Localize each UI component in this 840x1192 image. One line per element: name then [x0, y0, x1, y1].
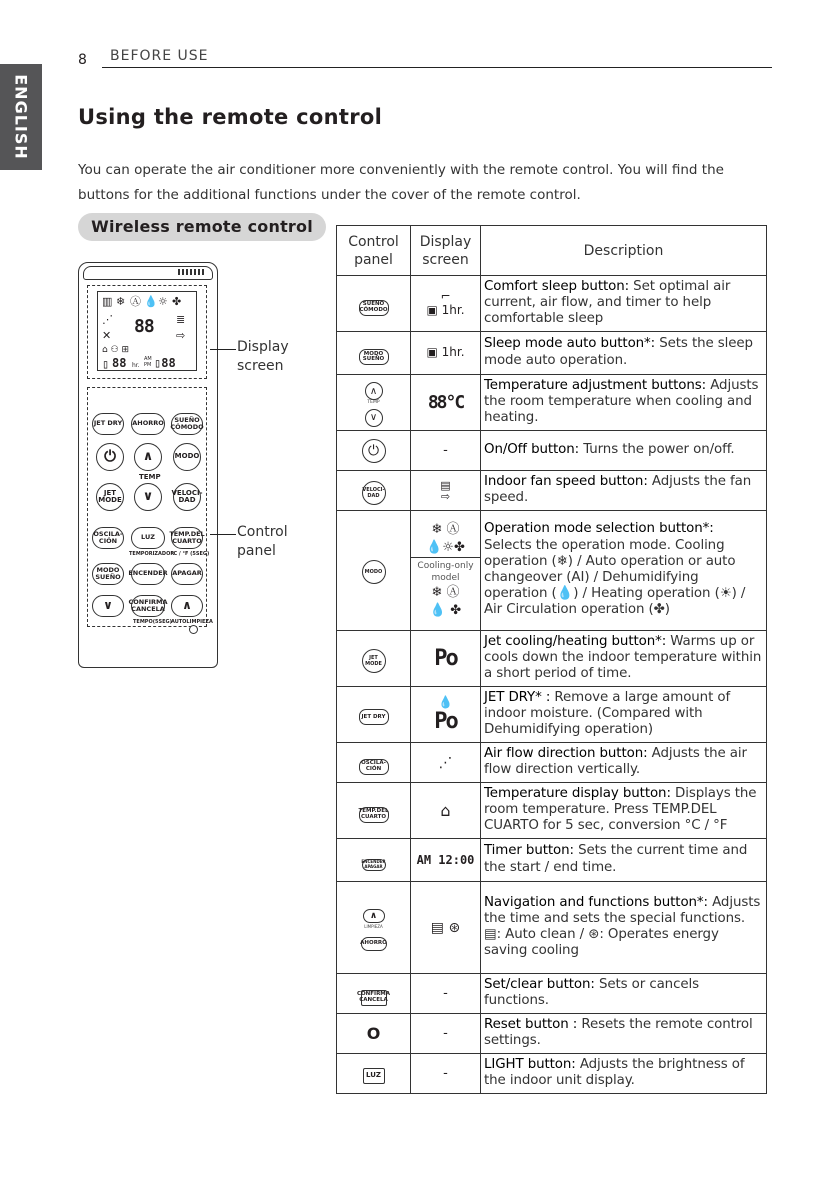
- remote-nav-up-button: ∧: [171, 595, 203, 617]
- intro-paragraph: You can operate the air conditioner more conveniently with the remote control. You will find the buttons for the additional functions under the cover of the remote control.: [78, 162, 724, 203]
- swing-display-icon: ⋰: [438, 754, 453, 771]
- cooling-only-label: Cooling-only model: [417, 561, 474, 583]
- fan-level-display: ▤ ⇨: [440, 478, 451, 503]
- remote-oscilacion-button: OSCILA-CIÓN: [92, 527, 124, 549]
- ahorro-icon: AHORRO: [361, 937, 387, 951]
- table-row: CONFIRMA CANCELA - Set/clear button: Sets or cancels functions.: [337, 974, 767, 1014]
- remote-ahorro-button: AHORRO: [131, 413, 165, 435]
- remote-cf-label: °C / °F (5SEG): [171, 551, 210, 557]
- velocidad-icon: VELOCI-DAD: [362, 481, 386, 505]
- table-row: SUEÑO CÓMODO ⌐ ▣ 1hr. Comfort sleep button: Set optimal air current, air flow, and timer to help comfortable sleep: [337, 276, 767, 332]
- table-row: ⏻ - On/Off button: Turns the power on/off.: [337, 431, 767, 471]
- remote-temp-down-button: ∨: [134, 483, 162, 511]
- encender-apagar-icon: ENCENDER APAGAR: [361, 859, 386, 869]
- jet-dry-display: 💧 Po: [434, 695, 457, 734]
- display-screen-callout: Display screen: [237, 339, 289, 374]
- remote-jet-mode-button: JET MODE: [96, 483, 124, 511]
- reset-icon: O: [366, 1024, 381, 1043]
- setclear-display: -: [443, 986, 448, 1001]
- remote-velocidad-button: VELOCI-DAD: [173, 483, 201, 511]
- table-row: MODO ❄ Ⓐ 💧☼✤ Cooling-only model ❄ Ⓐ 💧 ✤ Operation mode selection button*: Selects the operation mode. Cooling operation (❄) / Auto operation or auto changeover (AI) / Dehumidifying operation (💧) / Heating operation (☀) / Air Circulation operation (✤): [337, 511, 767, 631]
- table-row: ENCENDER APAGAR AM 12:00 Timer button: Sets the current time and the start / end time.: [337, 839, 767, 882]
- timer-display: AM 12:00: [416, 852, 475, 867]
- mode-display-cooling: ❄ Ⓐ 💧 ✤: [429, 585, 462, 618]
- temp-down-icon: ∨: [365, 409, 383, 427]
- remote-modo-sueno-button: MODO SUEÑO: [92, 563, 124, 585]
- remote-jet-dry-button: JET DRY: [92, 413, 124, 435]
- sleep-display: ▣ 1hr.: [426, 345, 465, 360]
- col-header-display: Display screen: [411, 226, 481, 276]
- remote-modo-button: MODO: [173, 443, 201, 471]
- remote-head: [83, 266, 213, 280]
- table-row: ∧ TEMP ∨ 88°C Temperature adjustment buttons: Adjusts the room temperature when cooling and heating.: [337, 375, 767, 431]
- modo-sueno-icon: MODO SUEÑO: [359, 349, 389, 365]
- control-callout-line: [210, 534, 236, 535]
- jet-dry-icon: JET DRY: [359, 709, 389, 725]
- remote-nav-down-button: ∨: [92, 595, 124, 617]
- remote-power-button: ⏻: [96, 443, 124, 471]
- page-title: Using the remote control: [78, 105, 383, 129]
- remote-lcd: ▥ ❄ Ⓐ 💧 ☼ ✤ ⋰ ✕ 88 ≣ ⇨ ⌂ ⚇ ⊞ ▯ 88 hr. AM PM ▯88: [97, 291, 197, 371]
- page-number: 8: [78, 52, 87, 68]
- power-icon: ⏻: [362, 439, 386, 463]
- remote-temporizador-label: TEMPORIZADOR: [129, 551, 175, 557]
- clean-save-display-icons: ▤ ⊛: [430, 919, 461, 936]
- table-row: MODO SUEÑO ▣ 1hr. Sleep mode auto button*: Sets the sleep mode auto operation.: [337, 332, 767, 375]
- temp-up-icon: ∧: [365, 382, 383, 400]
- onoff-display: -: [443, 443, 448, 458]
- header-rule: [102, 67, 772, 68]
- jet-mode-display: Po: [434, 646, 457, 671]
- house-display-icon: ⌂: [440, 801, 451, 820]
- table-row: ∧ LIMPIEZA AHORRO ▤ ⊛ Navigation and functions button*: Adjusts the time and sets the special functions. ▤: Auto clean / ⊛: Operates energy saving cooling: [337, 882, 767, 974]
- table-row: JET DRY 💧 Po JET DRY* : Remove a large amount of indoor moisture. (Compared with Dehumidifying operation): [337, 687, 767, 743]
- control-panel-callout: Control panel: [237, 524, 288, 559]
- display-callout-line: [210, 349, 236, 350]
- remote-autolimpieza-label: AUTOLIMPIEZA: [171, 619, 213, 625]
- remote-temp-cuarto-button: TEMP.DEL CUARTO: [171, 527, 203, 549]
- language-tab: ENGLISH: [0, 64, 42, 170]
- mode-display-all: ❄ Ⓐ 💧☼✤: [411, 521, 480, 558]
- remote-apagar-button: APAGAR: [171, 563, 203, 585]
- remote-temp-label: TEMP: [139, 473, 161, 481]
- remote-illustration: [78, 262, 218, 668]
- confirma-icon: CONFIRMA CANCELA: [361, 990, 387, 1006]
- col-header-description: Description: [481, 226, 767, 276]
- remote-tempo-label: TEMPO(5SEG): [133, 619, 172, 625]
- table-row: TEMP.DEL CUARTO ⌂ Temperature display button: Displays the room temperature. Press TEMP.DEL CUARTO for 5 sec, conversion °C / °F: [337, 783, 767, 839]
- temp-display: 88°C: [427, 392, 464, 413]
- modo-icon: MODO: [362, 560, 386, 584]
- remote-luz-button: LUZ: [131, 527, 165, 549]
- remote-encender-button: ENCENDER: [131, 563, 165, 585]
- reset-display: -: [443, 1026, 448, 1041]
- sueno-comodo-icon: SUEÑO CÓMODO: [359, 300, 389, 316]
- table-row: O - Reset button : Resets the remote control settings.: [337, 1014, 767, 1054]
- remote-sueno-comodo-button: SUEÑO CÓMODO: [171, 413, 203, 435]
- col-header-control: Control panel: [337, 226, 411, 276]
- table-row: OSCILA-CIÓN ⋰ Air flow direction button: Adjusts the air flow direction vertically.: [337, 743, 767, 783]
- nav-up-icon: ∧: [363, 909, 385, 923]
- remote-reset-button: [189, 625, 198, 634]
- remote-temp-up-button: ∧: [134, 443, 162, 471]
- button-table: [336, 225, 767, 1094]
- oscilacion-icon: OSCILA-CIÓN: [359, 759, 389, 775]
- remote-confirma-button: CONFIRMA CANCELA: [131, 595, 165, 617]
- section-name: BEFORE USE: [110, 48, 209, 64]
- temp-cuarto-icon: TEMP.DEL CUARTO: [359, 807, 389, 823]
- jet-mode-icon: JET MODE: [362, 649, 386, 673]
- luz-icon: LUZ: [363, 1068, 385, 1084]
- table-row: VELOCI-DAD ▤ ⇨ Indoor fan speed button: Adjusts the fan speed.: [337, 471, 767, 511]
- subsection-title: Wireless remote control: [78, 213, 326, 241]
- lcd-digits: 88: [134, 316, 154, 337]
- table-row: LUZ - LIGHT button: Adjusts the brightness of the indoor unit display.: [337, 1054, 767, 1094]
- comfort-sleep-display: ⌐ ▣ 1hr.: [426, 288, 465, 317]
- light-display: -: [443, 1066, 448, 1081]
- table-row: JET MODE Po Jet cooling/heating button*: Warms up or cools down the indoor temperature within a short period of time.: [337, 631, 767, 687]
